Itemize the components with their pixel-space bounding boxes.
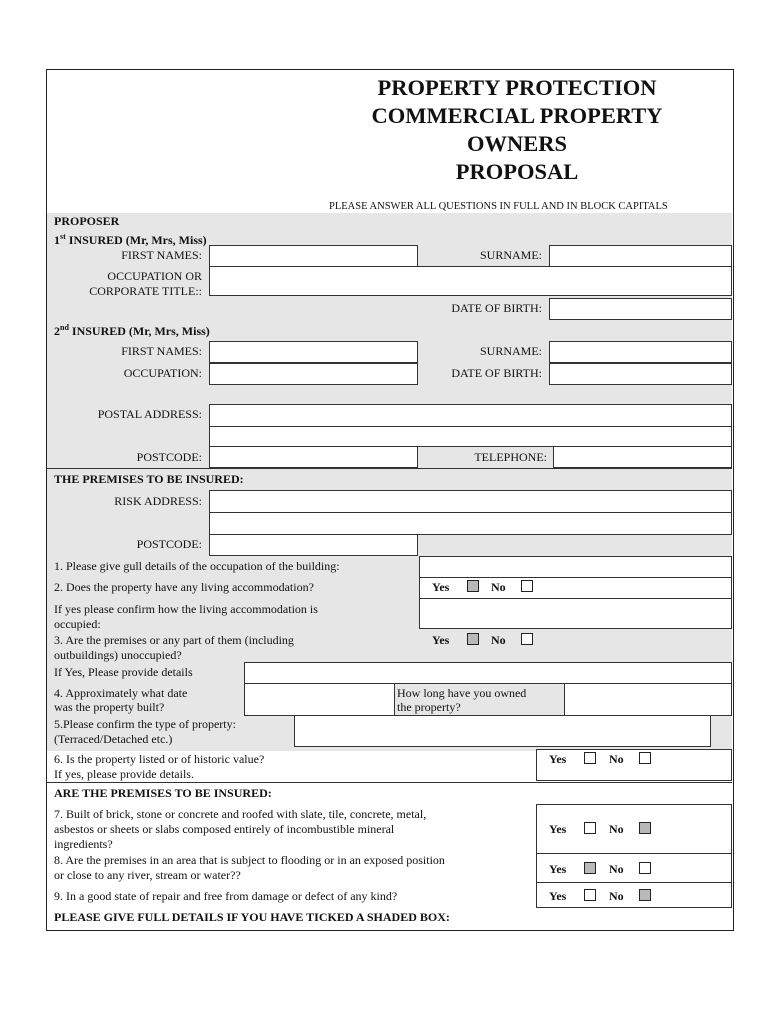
telephone-field[interactable] xyxy=(553,446,732,468)
question-7-line1: 7. Built of brick, stone or concrete and roofed with slate, tile, concrete, metal, xyxy=(54,807,427,821)
instruction-text: PLEASE ANSWER ALL QUESTIONS IN FULL AND IN BLOCK CAPITALS xyxy=(329,201,668,212)
risk-address-label: RISK ADDRESS: xyxy=(114,494,202,508)
q4b-field[interactable] xyxy=(564,683,732,716)
q3-yes-checkbox[interactable] xyxy=(467,633,479,645)
postal-address-label: POSTAL ADDRESS: xyxy=(97,407,202,421)
premises-section xyxy=(47,469,732,751)
question-4b-line2: the property? xyxy=(397,700,461,714)
dob-field-1[interactable] xyxy=(549,298,732,320)
occupation-label-line1: OCCUPATION OR xyxy=(107,269,202,283)
occupation-label-2: OCCUPATION: xyxy=(123,366,202,380)
question-7-line2: asbestos or sheets or slabs composed entirely of incombustible mineral xyxy=(54,822,395,836)
q2-followup-field[interactable] xyxy=(419,598,732,629)
q6-no-label: No xyxy=(609,752,624,766)
title-line: PROPERTY PROTECTION xyxy=(377,75,657,100)
q6-yes-label: Yes xyxy=(549,752,567,766)
insured-heading: ARE THE PREMISES TO BE INSURED: xyxy=(54,786,272,800)
first-names-field-1[interactable] xyxy=(209,245,418,267)
q2-followup-line1: If yes please confirm how the living accommodation is xyxy=(54,602,318,616)
q7-no-label: No xyxy=(609,822,624,836)
q8-yes-checkbox[interactable] xyxy=(584,862,596,874)
question-8-line1: 8. Are the premises in an area that is subject to flooding or in an exposed position xyxy=(54,853,445,867)
proposer-heading: PROPOSER xyxy=(54,214,120,228)
title-line: PROPOSAL xyxy=(455,159,579,184)
postcode-label: POSTCODE: xyxy=(136,450,202,464)
proposer-section xyxy=(47,213,732,468)
q9-yes-label: Yes xyxy=(549,889,567,903)
risk-address-field-1[interactable] xyxy=(209,490,732,513)
first-names-label-2: FIRST NAMES: xyxy=(121,344,202,358)
q8-yes-label: Yes xyxy=(549,862,567,876)
question-1: 1. Please give gull details of the occupation of the building: xyxy=(54,559,340,573)
risk-address-field-2[interactable] xyxy=(209,512,732,535)
premises-heading: THE PREMISES TO BE INSURED: xyxy=(54,472,244,486)
dob-label-2: DATE OF BIRTH: xyxy=(451,366,542,380)
q2-yes-label: Yes xyxy=(432,580,450,594)
first-names-label: FIRST NAMES: xyxy=(121,248,202,262)
q2-no-checkbox[interactable] xyxy=(521,580,533,592)
q9-yes-checkbox[interactable] xyxy=(584,889,596,901)
q3-no-checkbox[interactable] xyxy=(521,633,533,645)
telephone-label: TELEPHONE: xyxy=(474,450,547,464)
dob-label: DATE OF BIRTH: xyxy=(451,301,542,315)
q3-yes-label: Yes xyxy=(432,633,450,647)
question-5-line2: (Terraced/Detached etc.) xyxy=(54,732,173,746)
q3-no-label: No xyxy=(491,633,506,647)
q3-followup-field[interactable] xyxy=(244,662,732,684)
q2-answer-box xyxy=(419,577,732,599)
q1-field[interactable] xyxy=(419,556,732,578)
question-2: 2. Does the property have any living accommodation? xyxy=(54,580,314,594)
surname-label-2: SURNAME: xyxy=(479,344,542,358)
q7-yes-checkbox[interactable] xyxy=(584,822,596,834)
q7-no-checkbox[interactable] xyxy=(639,822,651,834)
divider xyxy=(47,782,732,783)
footer-instruction: PLEASE GIVE FULL DETAILS IF YOU HAVE TICKED A SHADED BOX: xyxy=(54,910,450,924)
question-4b-line1: How long have you owned xyxy=(397,686,527,700)
second-insured-heading: 2nd INSURED (Mr, Mrs, Miss) xyxy=(54,323,210,338)
q7-yes-label: Yes xyxy=(549,822,567,836)
surname-label: SURNAME: xyxy=(479,248,542,262)
q2-no-label: No xyxy=(491,580,506,594)
occupation-field-1[interactable] xyxy=(209,266,732,296)
q5-field[interactable] xyxy=(294,715,711,747)
occupation-label-line2: CORPORATE TITLE:: xyxy=(89,284,202,298)
q2-yes-checkbox[interactable] xyxy=(467,580,479,592)
question-4-line2: was the property built? xyxy=(54,700,165,714)
question-9: 9. In a good state of repair and free from damage or defect of any kind? xyxy=(54,889,398,903)
q4-field[interactable] xyxy=(244,683,395,716)
question-3-line2: outbuildings) unoccupied? xyxy=(54,648,182,662)
q9-no-label: No xyxy=(609,889,624,903)
form-title xyxy=(337,74,697,186)
risk-postcode-label: POSTCODE: xyxy=(136,537,202,551)
q6-no-checkbox[interactable] xyxy=(639,752,651,764)
postcode-field[interactable] xyxy=(209,446,418,468)
question-6-line1: 6. Is the property listed or of historic value? xyxy=(54,752,265,766)
question-8-line2: or close to any river, stream or water?? xyxy=(54,868,241,882)
q9-no-checkbox[interactable] xyxy=(639,889,651,901)
q6-yes-checkbox[interactable] xyxy=(584,752,596,764)
question-4-line1: 4. Approximately what date xyxy=(54,686,188,700)
q8-no-label: No xyxy=(609,862,624,876)
question-3-line1: 3. Are the premises or any part of them (including xyxy=(54,633,294,647)
dob-field-2[interactable] xyxy=(549,363,732,385)
title-line: OWNERS xyxy=(466,131,568,156)
risk-postcode-field[interactable] xyxy=(209,534,418,556)
postal-address-field-1[interactable] xyxy=(209,404,732,427)
question-7-line3: ingredients? xyxy=(54,837,113,851)
first-insured-heading: 1st INSURED (Mr, Mrs, Miss) xyxy=(54,232,207,247)
surname-field-2[interactable] xyxy=(549,341,732,363)
postal-address-field-2[interactable] xyxy=(209,426,732,447)
surname-field-1[interactable] xyxy=(549,245,732,267)
q3-followup-label: If Yes, Please provide details xyxy=(54,665,193,679)
question-5-line1: 5.Please confirm the type of property: xyxy=(54,717,236,731)
question-6-line2: If yes, please provide details. xyxy=(54,767,194,781)
q8-no-checkbox[interactable] xyxy=(639,862,651,874)
first-names-field-2[interactable] xyxy=(209,341,418,363)
q2-followup-line2: occupied: xyxy=(54,617,101,631)
proposal-form xyxy=(46,69,734,931)
title-line: COMMERCIAL PROPERTY xyxy=(371,103,663,128)
